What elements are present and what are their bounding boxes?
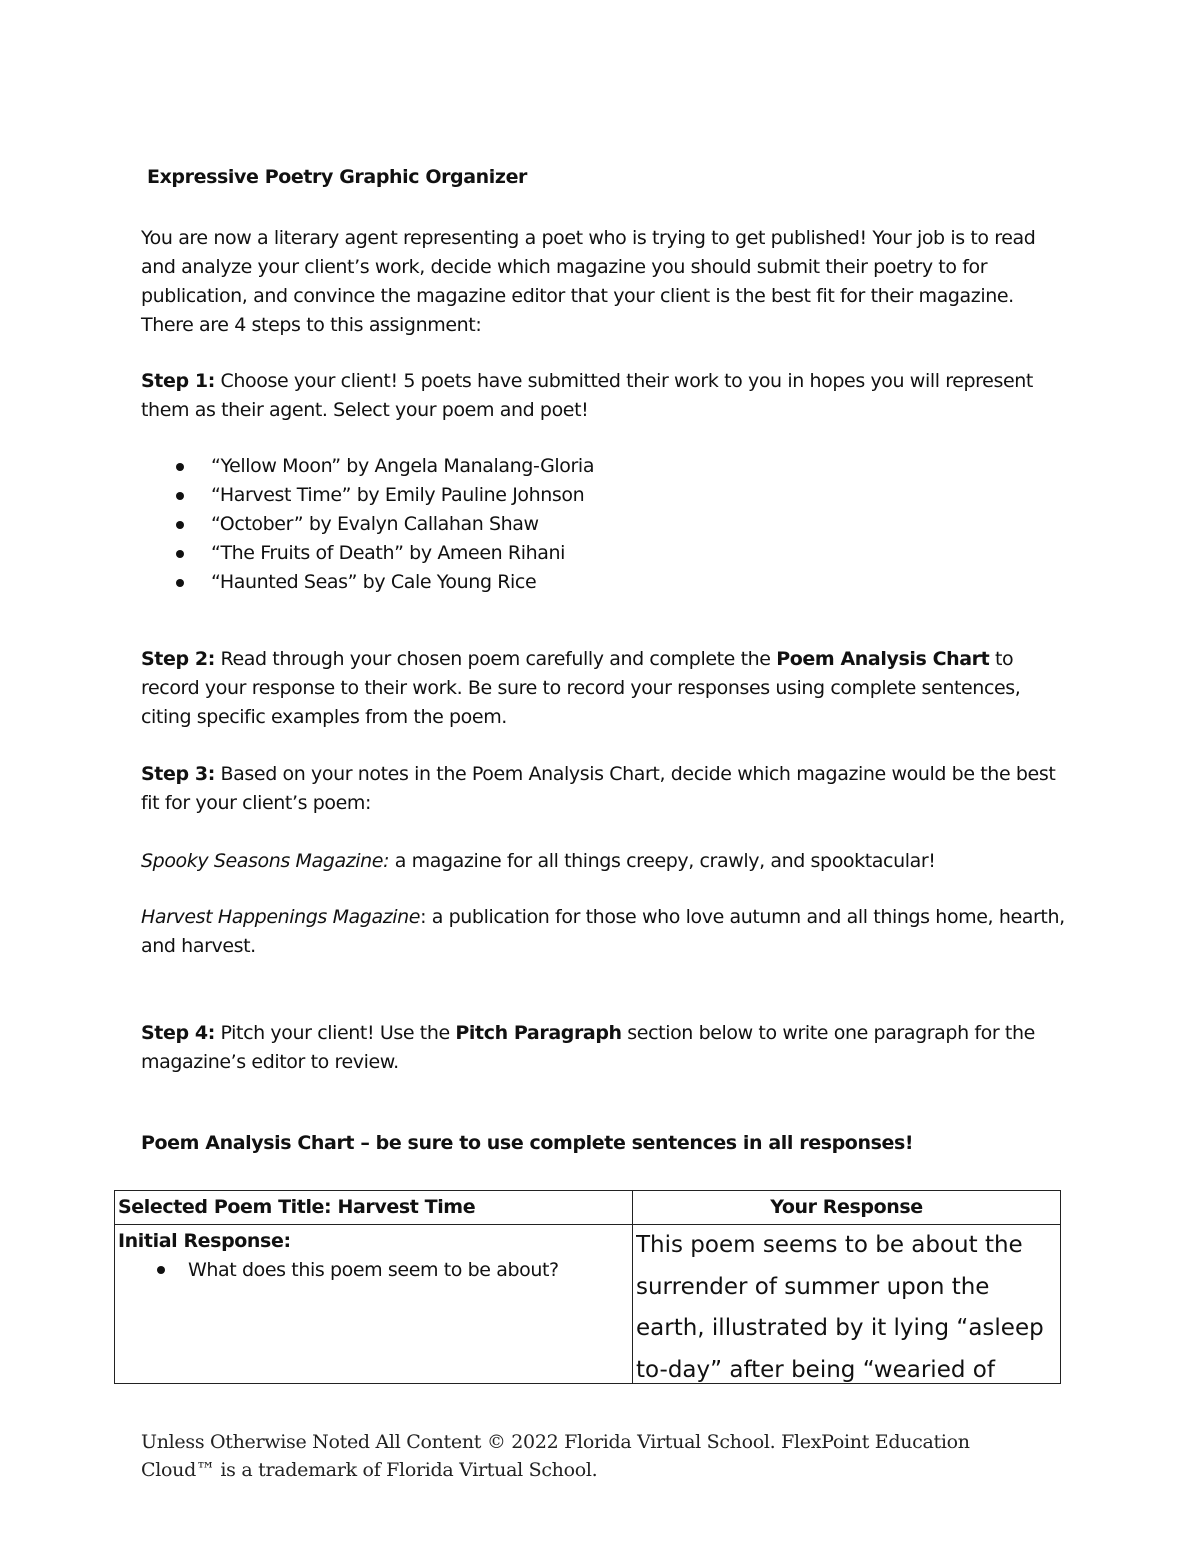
poem-analysis-table [114, 1190, 1061, 1384]
list-item: “October” by Evalyn Callahan Shaw [141, 510, 594, 539]
step-4-bold-term: Pitch Paragraph [455, 1022, 622, 1044]
table-header-response: Your Response [633, 1191, 1061, 1225]
magazine-description: a magazine for all things creepy, crawly, and spooktacular! [389, 850, 936, 872]
intro-paragraph: You are now a literary agent representing a poet who is trying to get published! Your job is to read and analyze your client’s work, decide which magazine you should submit their poetry to for publication, and convince the magazine editor that your client is the best fit for their magazine. There are 4 steps to this assignment: [141, 227, 1036, 336]
magazine-name: Spooky Seasons Magazine: [141, 850, 390, 872]
list-item: “The Fruits of Death” by Ameen Rihani [141, 539, 594, 568]
step-1-text: Choose your client! 5 poets have submitted their work to you in hopes you will represent them as their agent. Select your poem and poet! [141, 370, 1033, 421]
magazine-spooky [141, 847, 1071, 876]
initial-response-label: Initial Response: [118, 1230, 291, 1252]
step-2-text-before: Read through your chosen poem carefully and complete the [214, 648, 777, 670]
list-item: “Harvest Time” by Emily Pauline Johnson [141, 481, 594, 510]
chart-heading: Poem Analysis Chart – be sure to use complete sentences in all responses! [141, 1132, 914, 1154]
step-4-text-after: section below to write one paragraph for the magazine’s editor to review. [141, 1022, 1035, 1073]
step-3-label: Step 3: [141, 763, 215, 785]
list-item: “Haunted Seas” by Cale Young Rice [141, 568, 594, 597]
step-4-label: Step 4: [141, 1022, 215, 1044]
response-cell[interactable] [633, 1225, 1061, 1384]
step-3-paragraph [141, 760, 1071, 818]
table-row [115, 1225, 1061, 1384]
step-1-label: Step 1: [141, 370, 215, 392]
step-4-text-before: Pitch your client! Use the [214, 1022, 456, 1044]
document-title: Expressive Poetry Graphic Organizer [147, 166, 528, 188]
list-item: “Yellow Moon” by Angela Manalang-Gloria [141, 452, 594, 481]
step-2-bold-term: Poem Analysis Chart [776, 648, 990, 670]
initial-response-cell [115, 1225, 633, 1384]
step-2-text-after: to record your response to their work. Be sure to record your responses using complete sentences, citing specific examples from the poem. [141, 648, 1021, 728]
copyright-footer: Unless Otherwise Noted All Content © 2022 Florida Virtual School. FlexPoint Education Cloud™ is a trademark of Florida Virtual School. [141, 1431, 970, 1481]
table-header-row [115, 1191, 1061, 1225]
magazine-description: : a publication for those who love autumn and all things home, hearth, and harvest. [141, 906, 1065, 957]
step-2-paragraph [141, 645, 1071, 732]
poem-list [141, 452, 594, 597]
step-2-label: Step 2: [141, 648, 215, 670]
initial-response-answer[interactable]: This poem seems to be about the surrender of summer upon the earth, illustrated by it lying “asleep to-day” after being “wearied of [636, 1232, 1044, 1383]
step-4-paragraph [141, 1019, 1071, 1077]
step-3-text: Based on your notes in the Poem Analysis Chart, decide which magazine would be the best fit for your client’s poem: [141, 763, 1056, 814]
magazine-name: Harvest Happenings Magazine [141, 906, 421, 928]
step-1-paragraph [141, 367, 1071, 425]
magazine-harvest [141, 903, 1071, 961]
table-header-poem-title: Selected Poem Title: Harvest Time [115, 1191, 633, 1225]
initial-response-question: What does this poem seem to be about? [118, 1257, 629, 1283]
